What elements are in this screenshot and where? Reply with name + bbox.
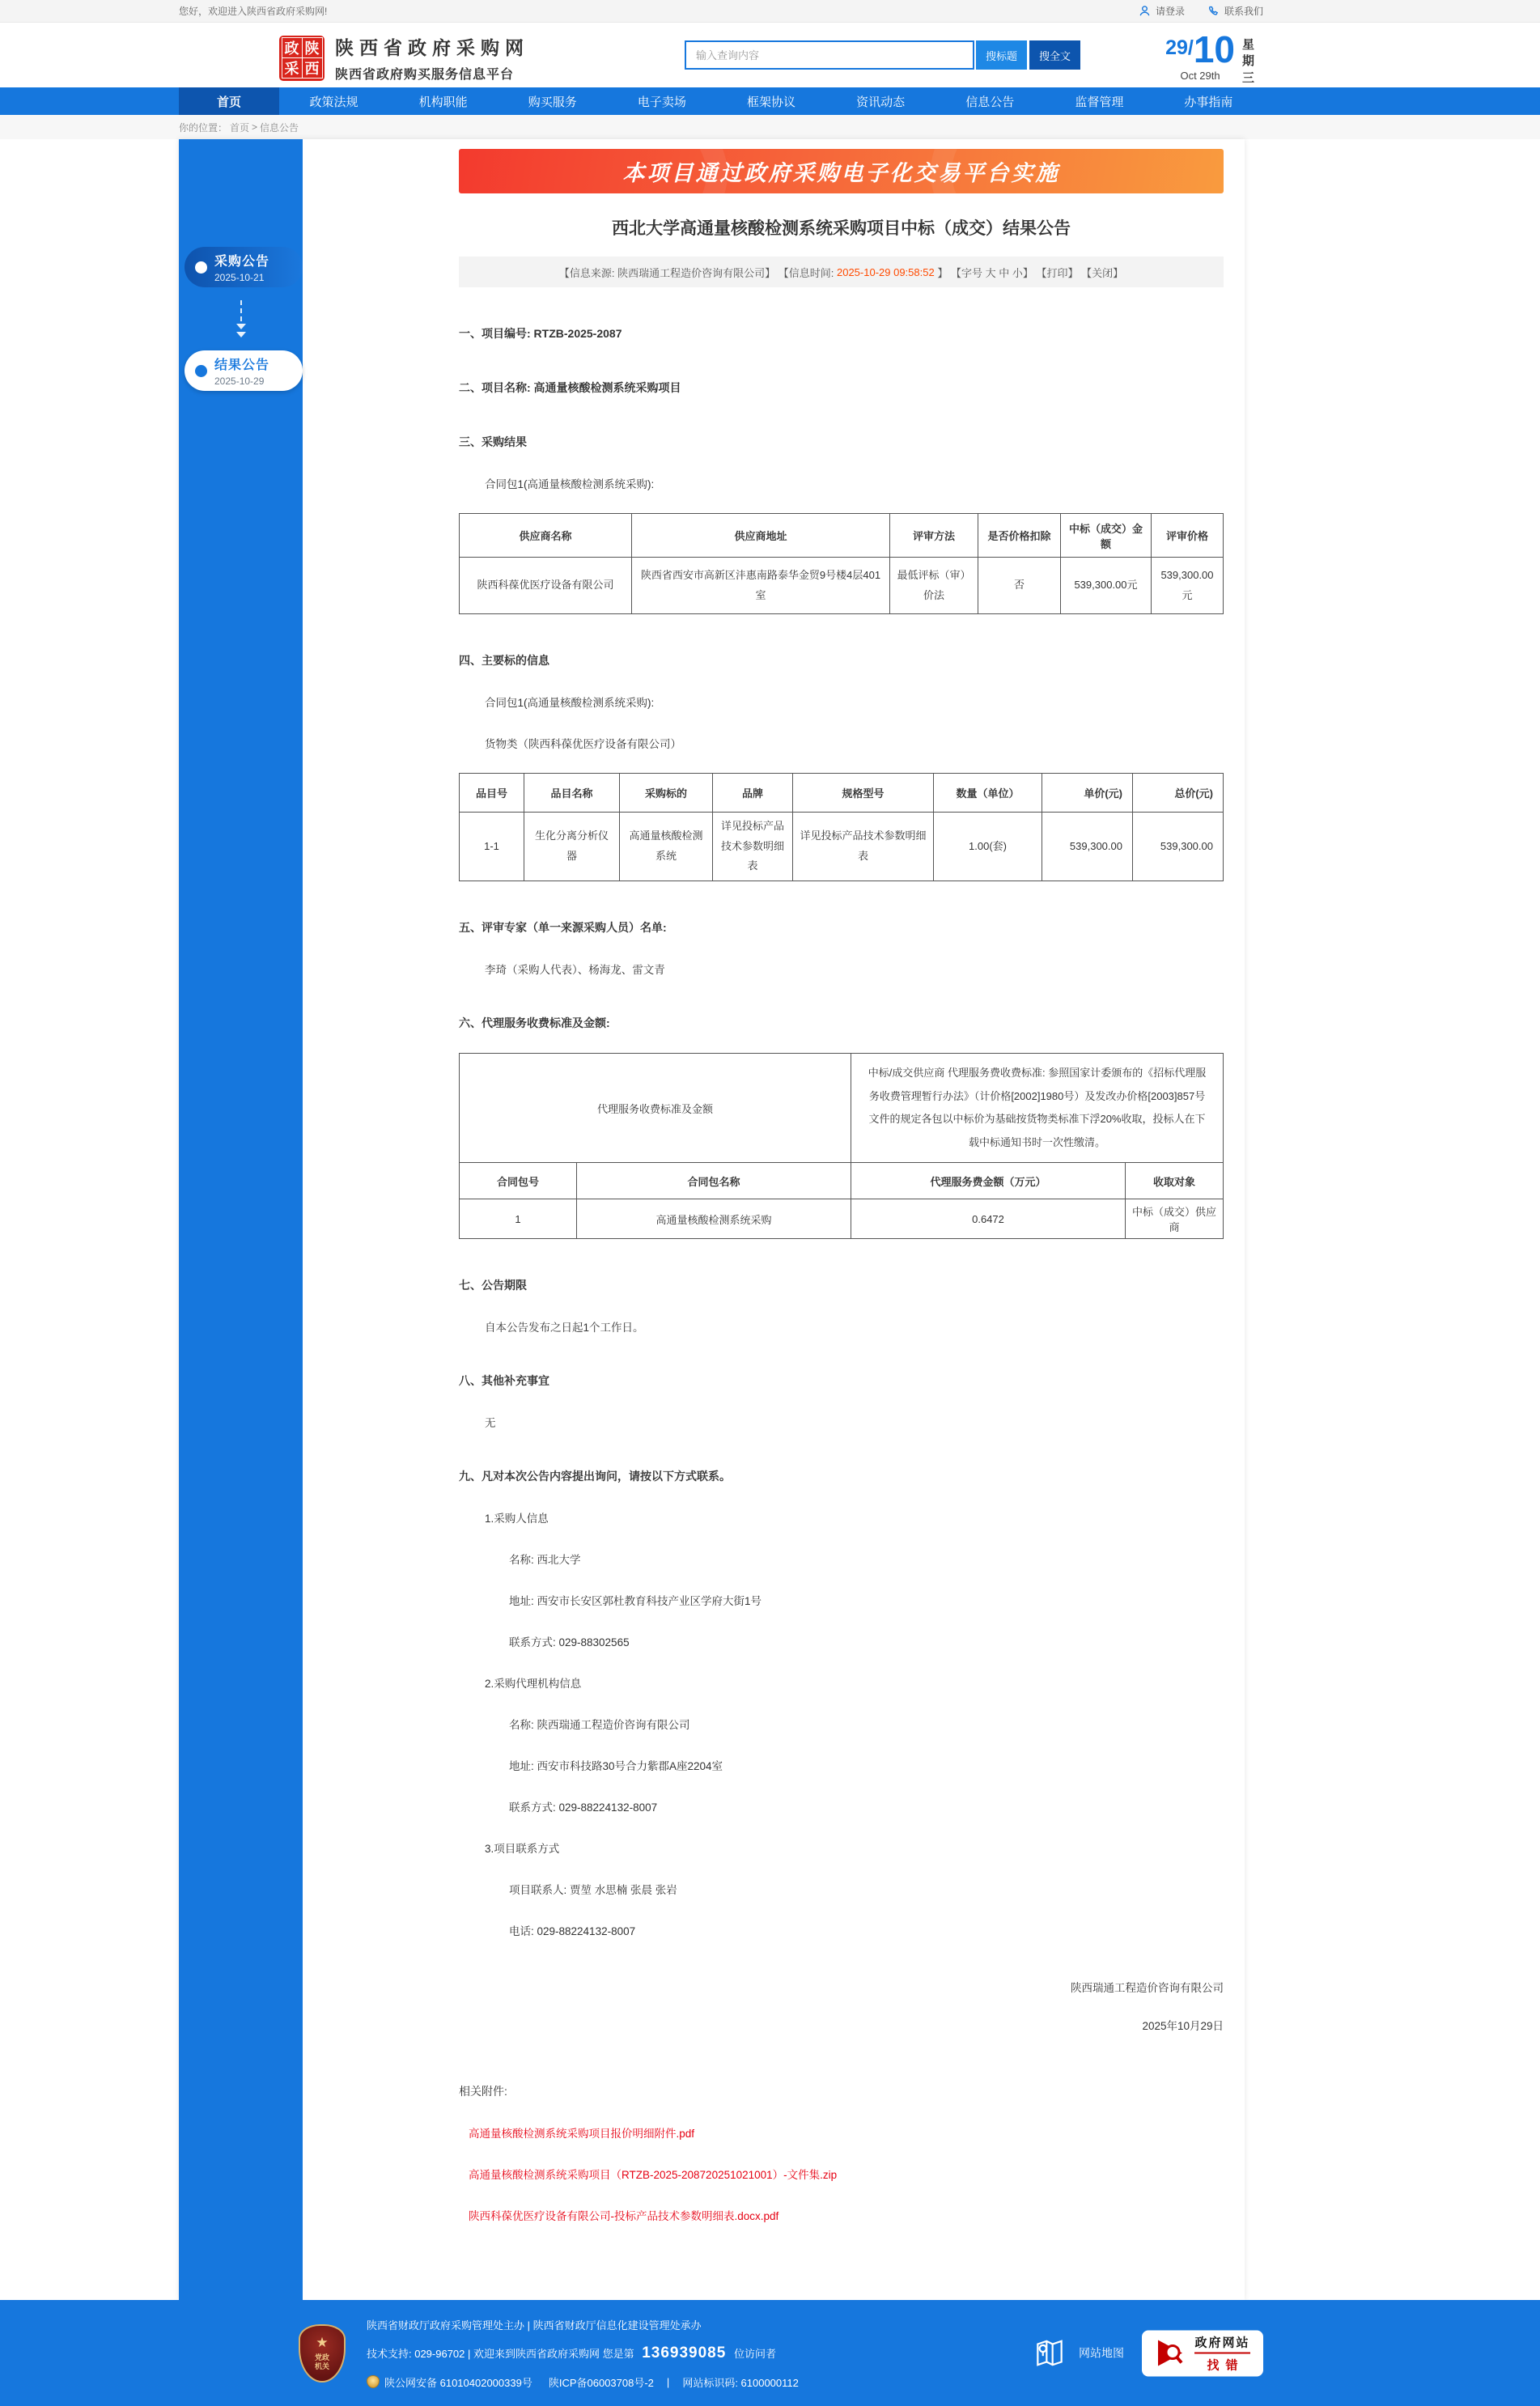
nav-item-guide[interactable]: 办事指南 xyxy=(1184,95,1233,109)
fee-payer: 中标（成交）供应商 xyxy=(1126,1199,1224,1239)
topbar xyxy=(0,0,1540,23)
beian-link[interactable]: 陕公网安备 61010402000339号 xyxy=(384,2376,532,2389)
table-header-row xyxy=(460,514,1224,558)
contact-label: 联系我们 xyxy=(1224,6,1263,17)
nav-item-home[interactable]: 首页 xyxy=(179,87,279,115)
logo-seal-icon xyxy=(279,36,325,81)
sitemap-label: 网站地图 xyxy=(1079,2346,1124,2360)
site-logo[interactable] xyxy=(279,33,529,83)
timeline-sidebar xyxy=(179,139,303,2300)
breadcrumb xyxy=(0,115,1540,139)
nav-item-emall[interactable]: 电子卖场 xyxy=(637,95,686,109)
brand: 详见投标产品技术参数明细表 xyxy=(713,813,793,881)
main-nav xyxy=(0,87,1540,115)
breadcrumb-home-link[interactable]: 首页 xyxy=(230,121,250,134)
col-header: 采购标的 xyxy=(620,774,713,813)
meta-time-label: 【信息时间: xyxy=(778,266,837,279)
timeline-arrow-down-icon xyxy=(179,287,303,350)
table-row xyxy=(460,1054,1224,1163)
signature-date: 2025年10月29日 xyxy=(1142,2020,1224,2033)
package-name: 高通量核酸检测系统采购 xyxy=(577,1199,851,1239)
date-month: 10 xyxy=(1193,28,1235,70)
contact-link[interactable] xyxy=(1207,4,1263,18)
fontsize-small-button[interactable]: 小 xyxy=(1009,266,1023,279)
nav-item-policies[interactable]: 政策法规 xyxy=(309,95,358,109)
item-name: 生化分离分析仪器 xyxy=(524,813,620,881)
seal-char: 陕 xyxy=(302,37,323,58)
supplier-name: 陕西科葆优医疗设备有限公司 xyxy=(460,558,632,614)
footer-registration-line xyxy=(367,2374,799,2390)
breadcrumb-prefix: 你的位置： xyxy=(179,121,228,134)
section-1-project-number: 一、项目编号: RTZB-2025-2087 xyxy=(459,327,622,340)
sidebar-item-title: 采购公告 xyxy=(214,255,270,269)
signature-block xyxy=(459,1979,1224,2033)
agency-fee-table xyxy=(459,1053,1224,1239)
award-amount: 539,300.00元 xyxy=(1061,558,1152,614)
table-header-row xyxy=(460,1163,1224,1199)
col-header: 中标（成交）金额 xyxy=(1061,514,1152,558)
seal-char: 采 xyxy=(282,57,303,79)
gov-site-error-report-badge[interactable] xyxy=(1142,2330,1263,2376)
search-input[interactable] xyxy=(685,40,974,70)
section-7-heading: 七、公告期限 xyxy=(459,1279,527,1292)
emblem-star-icon: ★ xyxy=(316,2334,329,2350)
col-header: 供应商地址 xyxy=(632,514,890,558)
col-header: 评审方法 xyxy=(890,514,978,558)
quantity: 1.00(套) xyxy=(934,813,1042,881)
review-price: 539,300.00元 xyxy=(1152,558,1224,614)
section-3-package: 合同包1(高通量核酸检测系统采购): xyxy=(485,478,655,490)
col-header: 品牌 xyxy=(713,774,793,813)
table-row xyxy=(460,1199,1224,1239)
section-2-project-name: 二、项目名称: 高通量核酸检测系统采购项目 xyxy=(459,381,681,394)
content-card xyxy=(179,139,1245,2300)
visitor-count: 136939085 xyxy=(642,2344,727,2361)
other-matters: 无 xyxy=(485,1417,496,1430)
col-header: 单价(元) xyxy=(1042,774,1133,813)
agency-info-title: 2.采购代理机构信息 xyxy=(485,1678,582,1691)
fee-standard-description: 中标/成交供应商 代理服务费收费标准: 参照国家计委颁布的《招标代理服务收费管理暂行办法》（计价格[2002]1980号）及发改办价格[2003]857号文件的规定各包以中标价为基础按货物类标准下浮20%收取，投标人在下载中标通知书时一次性缴清。 xyxy=(851,1054,1224,1163)
emblem-text: 党政机关 xyxy=(314,2353,329,2370)
site-code: 网站标识码: 6100000112 xyxy=(682,2376,799,2389)
sidebar-item-date: 2025-10-21 xyxy=(214,272,265,283)
article xyxy=(303,139,1264,2300)
bullet-dot-icon xyxy=(195,365,207,377)
site-footer xyxy=(0,2300,1540,2406)
unit-price: 539,300.00 xyxy=(1042,813,1133,881)
close-button[interactable]: 【关闭】 xyxy=(1081,266,1124,279)
col-header: 数量（单位） xyxy=(934,774,1042,813)
subject-matter-table xyxy=(459,773,1224,881)
support-suffix: 位访问者 xyxy=(731,2348,776,2361)
sidebar-item-date: 2025-10-29 xyxy=(214,376,265,387)
purchaser-name: 名称: 西北大学 xyxy=(509,1554,581,1567)
purchaser-phone: 联系方式: 029-88302565 xyxy=(509,1636,630,1649)
col-header: 合同包名称 xyxy=(577,1163,851,1199)
project-phone: 电话: 029-88224132-8007 xyxy=(509,1925,636,1938)
package-number: 1 xyxy=(460,1199,577,1239)
project-contact-title: 3.项目联系方式 xyxy=(485,1843,560,1856)
section-3-heading: 三、采购结果 xyxy=(459,435,527,448)
review-method: 最低评标（审）价法 xyxy=(890,558,978,614)
spec-model: 详见投标产品技术参数明细表 xyxy=(793,813,934,881)
section-4-category: 货物类（陕西科葆优医疗设备有限公司） xyxy=(485,738,681,750)
section-9-heading: 九、凡对本次公告内容提出询问，请按以下方式联系。 xyxy=(459,1470,731,1483)
sidebar-item-title: 结果公告 xyxy=(214,359,270,372)
sidebar-item-result-notice[interactable] xyxy=(185,350,303,391)
nav-item-supervision[interactable]: 监督管理 xyxy=(1075,95,1124,109)
fontsize-large-button[interactable]: 大 xyxy=(985,266,996,279)
user-icon xyxy=(1139,5,1151,17)
bullet-dot-icon xyxy=(195,261,207,274)
seal-char: 政 xyxy=(282,37,303,58)
site-name: 陕西省政府采购网 xyxy=(335,37,529,58)
phone-icon xyxy=(1207,5,1220,17)
item-number: 1-1 xyxy=(460,813,524,881)
section-8-heading: 八、其他补充事宜 xyxy=(459,1374,549,1388)
login-link[interactable] xyxy=(1139,4,1185,18)
meta-fontsize-label: 【字号 xyxy=(950,266,986,279)
search-title-button[interactable]: 搜标题 xyxy=(976,40,1027,70)
search-fulltext-button[interactable]: 搜全文 xyxy=(1029,40,1080,70)
col-header: 代理服务费金额（万元） xyxy=(851,1163,1126,1199)
agency-address: 地址: 西安市科技路30号合力紫郡A座2204室 xyxy=(509,1760,723,1773)
icp-link[interactable]: 陕ICP备06003708号-2 xyxy=(548,2376,654,2389)
print-button[interactable]: 【打印】 xyxy=(1036,266,1082,279)
date-english: Oct 29th xyxy=(1180,70,1220,82)
procurement-result-table xyxy=(459,513,1224,614)
table-header-row xyxy=(460,774,1224,813)
error-finder-logo-icon xyxy=(1155,2337,1187,2370)
footer-organizer-line: 陕西省财政厅政府采购管理处主办 | 陕西省财政厅信息化建设管理处承办 xyxy=(367,2319,702,2332)
attachment-link-tech-params[interactable]: 陕西科葆优医疗设备有限公司-投标产品技术参数明细表.docx.pdf xyxy=(469,2210,779,2223)
attachment-link-quote-detail[interactable]: 高通量核酸检测系统采购项目报价明细附件.pdf xyxy=(469,2128,695,2141)
agency-name: 名称: 陕西瑞通工程造价咨询有限公司 xyxy=(509,1719,690,1732)
footer-separator: | xyxy=(666,2375,670,2388)
nav-item-announcements[interactable]: 信息公告 xyxy=(965,95,1015,109)
welcome-text: 您好，欢迎进入陕西省政府采购网! xyxy=(179,6,328,17)
party-government-emblem-icon xyxy=(299,2324,346,2383)
signature-org: 陕西瑞通工程造价咨询有限公司 xyxy=(1071,1982,1224,1995)
price-deduction: 否 xyxy=(978,558,1061,614)
supplier-address: 陕西省西安市高新区沣惠南路泰华金贸9号楼4层401室 xyxy=(632,558,890,614)
section-4-heading: 四、主要标的信息 xyxy=(459,654,549,667)
public-security-badge-icon xyxy=(367,2375,380,2388)
total-price: 539,300.00 xyxy=(1133,813,1224,881)
col-header: 供应商名称 xyxy=(460,514,632,558)
attachments-label: 相关附件: xyxy=(459,2085,507,2098)
sitemap-link[interactable] xyxy=(1032,2336,1124,2371)
sidebar-item-purchase-notice[interactable] xyxy=(185,247,303,287)
footer-support-line xyxy=(367,2344,799,2362)
breadcrumb-separator: > xyxy=(252,121,258,133)
announcement-period: 自本公告发布之日起1个工作日。 xyxy=(485,1322,644,1335)
nav-item-news[interactable]: 资讯动态 xyxy=(856,95,906,109)
section-6-heading: 六、代理服务收费标准及金额: xyxy=(459,1016,610,1030)
purchaser-info-title: 1.采购人信息 xyxy=(485,1513,549,1525)
platform-banner: 本项目通过政府采购电子化交易平台实施 xyxy=(459,149,1224,193)
section-4-package: 合同包1(高通量核酸检测系统采购): xyxy=(485,697,655,709)
login-label: 请登录 xyxy=(1155,6,1185,17)
site-subtitle: 陕西省政府购买服务信息平台 xyxy=(335,68,515,82)
date-day: 29/ xyxy=(1165,36,1194,59)
section-5-heading: 五、评审专家（单一来源采购人员）名单: xyxy=(459,921,667,935)
nav-item-functions[interactable]: 机构职能 xyxy=(418,95,468,109)
expert-names: 李琦（采购人代表）、杨海龙、雷文青 xyxy=(485,964,665,977)
map-icon xyxy=(1032,2336,1067,2371)
fontsize-medium-button[interactable]: 中 xyxy=(995,266,1010,279)
procurement-subject: 高通量核酸检测系统 xyxy=(620,813,713,881)
col-header: 是否价格扣除 xyxy=(978,514,1061,558)
col-header: 评审价格 xyxy=(1152,514,1224,558)
col-header: 收取对象 xyxy=(1126,1163,1224,1199)
attachment-link-file-set[interactable]: 高通量核酸检测系统采购项目（RTZB-2025-208720251021001）-文件集.zip xyxy=(469,2169,838,2182)
site-header xyxy=(0,23,1540,87)
col-header: 品目名称 xyxy=(524,774,620,813)
search-bar xyxy=(685,40,1080,70)
nav-item-framework[interactable]: 框架协议 xyxy=(746,95,795,109)
col-header: 总价(元) xyxy=(1133,774,1224,813)
seal-char: 西 xyxy=(302,57,323,79)
purchaser-address: 地址: 西安市长安区郭杜教育科技产业区学府大街1号 xyxy=(509,1595,762,1608)
agency-phone: 联系方式: 029-88224132-8007 xyxy=(509,1801,658,1814)
finderr-bottom-label: 找错 xyxy=(1207,2358,1245,2373)
date-widget xyxy=(1165,28,1257,87)
fee-amount: 0.6472 xyxy=(851,1199,1126,1239)
meta-time-close: 】 xyxy=(934,266,951,279)
date-weekday: 星期三 xyxy=(1242,38,1255,85)
table-row xyxy=(460,558,1224,614)
col-header: 品目号 xyxy=(460,774,524,813)
fee-standard-label: 代理服务收费标准及金额 xyxy=(460,1054,851,1163)
table-row xyxy=(460,813,1224,881)
breadcrumb-current[interactable]: 信息公告 xyxy=(260,121,299,134)
meta-source: 【信息来源: 陕西瑞通工程造价咨询有限公司】 xyxy=(558,266,778,279)
nav-item-purchase-services[interactable]: 购买服务 xyxy=(528,95,577,109)
project-contacts: 项目联系人: 贾堃 水思楠 张晨 张岩 xyxy=(509,1884,677,1897)
meta-fontsize-close: 】 xyxy=(1022,266,1037,279)
article-meta-bar xyxy=(459,257,1224,287)
meta-time: 2025-10-29 09:58:52 xyxy=(836,265,935,278)
support-prefix: 技术支持: 029-96702 | 欢迎来到陕西省政府采购网 您是第 xyxy=(367,2348,638,2361)
col-header: 合同包号 xyxy=(460,1163,577,1199)
finderr-top-label: 政府网站 xyxy=(1194,2333,1249,2353)
col-header: 规格型号 xyxy=(793,774,934,813)
page-title: 西北大学高通量核酸检测系统采购项目中标（成交）结果公告 xyxy=(612,219,1071,238)
